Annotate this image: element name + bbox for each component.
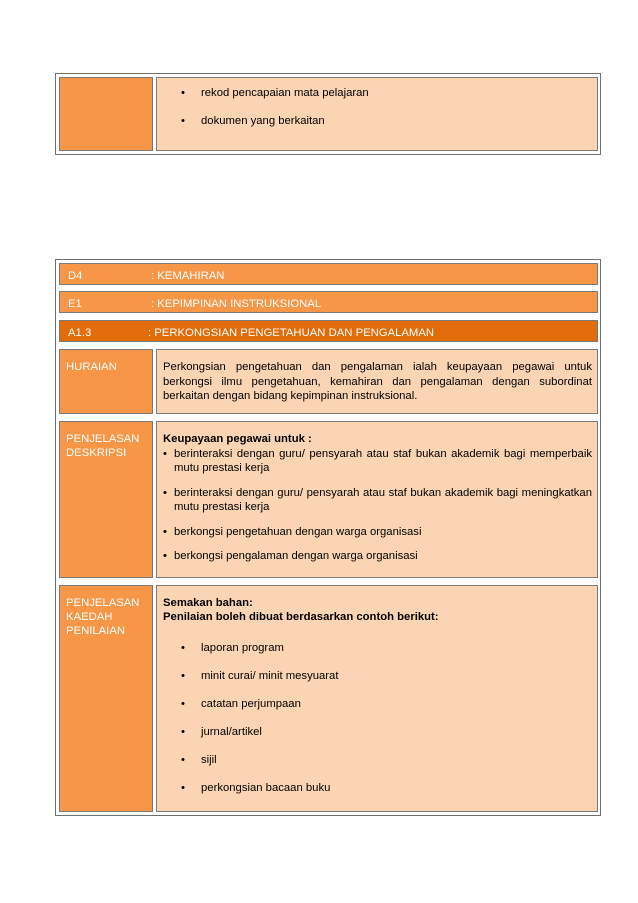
- penilaian-content-cell: [156, 585, 598, 812]
- list-item: • berkongsi pengetahuan dengan warga organisasi: [163, 525, 422, 538]
- list-item: • sijil: [181, 754, 217, 766]
- list-item: • perkongsian bacaan buku: [181, 782, 331, 794]
- huraian-label: HURAIAN: [66, 361, 117, 373]
- bullet-icon: •: [163, 486, 167, 499]
- penilaian-label-cell: [59, 585, 153, 812]
- bullet-icon: •: [163, 447, 167, 460]
- list-item: • catatan perjumpaan: [181, 698, 301, 710]
- list-item: • rekod pencapaian mata pelajaran: [181, 87, 369, 99]
- deskripsi-label-cell: [59, 421, 153, 578]
- top-table-list: [181, 86, 369, 142]
- list-item: • jurnal/artikel: [181, 726, 262, 738]
- penilaian-heading-2: Penilaian boleh dibuat berdasarkan contoh berikut:: [163, 611, 439, 623]
- row-code: A1.3: [68, 327, 92, 339]
- list-item: • berkongsi pengalaman dengan warga organisasi: [163, 550, 418, 562]
- list-item: • berinteraksi dengan guru/ pensyarah atau staf bukan akademik bagi meningkatkan mutu prestasi kerja: [163, 486, 592, 513]
- bullet-icon: •: [181, 642, 185, 654]
- bullet-icon: •: [181, 782, 185, 794]
- row-e1: [59, 291, 598, 313]
- row-d4: [59, 263, 598, 285]
- bullet-icon: •: [163, 525, 167, 538]
- huraian-label-cell: [59, 349, 153, 414]
- deskripsi-body: [163, 432, 592, 564]
- top-table-label-cell: [59, 77, 153, 151]
- penilaian-label: PENJELASAN KAEDAH PENILAIAN: [66, 597, 140, 637]
- row-code: D4: [68, 270, 83, 282]
- deskripsi-label: PENJELASAN DESKRIPSI: [66, 433, 140, 459]
- bullet-icon: •: [181, 115, 185, 127]
- row-a13: [59, 320, 598, 342]
- row-code: E1: [68, 298, 82, 310]
- bullet-icon: •: [163, 550, 167, 562]
- deskripsi-heading: Keupayaan pegawai untuk :: [163, 433, 312, 445]
- list-item: • minit curai/ minit mesyuarat: [181, 670, 339, 682]
- huraian-content-cell: [156, 349, 598, 414]
- top-table-content-cell: [156, 77, 598, 151]
- huraian-text: Perkongsian pengetahuan dan pengalaman ialah keupayaan pegawai untuk berkongsi ilmu pengetahuan, kemahiran dan pengalaman dengan subordinat berkaitan dengan bidang kepimpinan instruksional.: [163, 361, 592, 402]
- deskripsi-content-cell: [156, 421, 598, 578]
- top-table: [55, 73, 601, 155]
- bullet-icon: •: [181, 726, 185, 738]
- main-table: [55, 259, 601, 816]
- list-item: • berinteraksi dengan guru/ pensyarah atau staf bukan akademik bagi memperbaik mutu prestasi kerja: [163, 447, 592, 474]
- bullet-icon: •: [181, 87, 185, 99]
- row-title: : KEMAHIRAN: [151, 270, 225, 282]
- penilaian-heading-1: Semakan bahan:: [163, 597, 253, 609]
- row-title: : PERKONGSIAN PENGETAHUAN DAN PENGALAMAN: [148, 327, 435, 339]
- penilaian-list: [181, 641, 338, 809]
- bullet-icon: •: [181, 754, 185, 766]
- deskripsi-list: [163, 447, 592, 564]
- row-title: : KEPIMPINAN INSTRUKSIONAL: [151, 298, 322, 310]
- list-item: • dokumen yang berkaitan: [181, 115, 325, 127]
- bullet-icon: •: [181, 670, 185, 682]
- bullet-icon: •: [181, 698, 185, 710]
- list-item: • laporan program: [181, 642, 284, 654]
